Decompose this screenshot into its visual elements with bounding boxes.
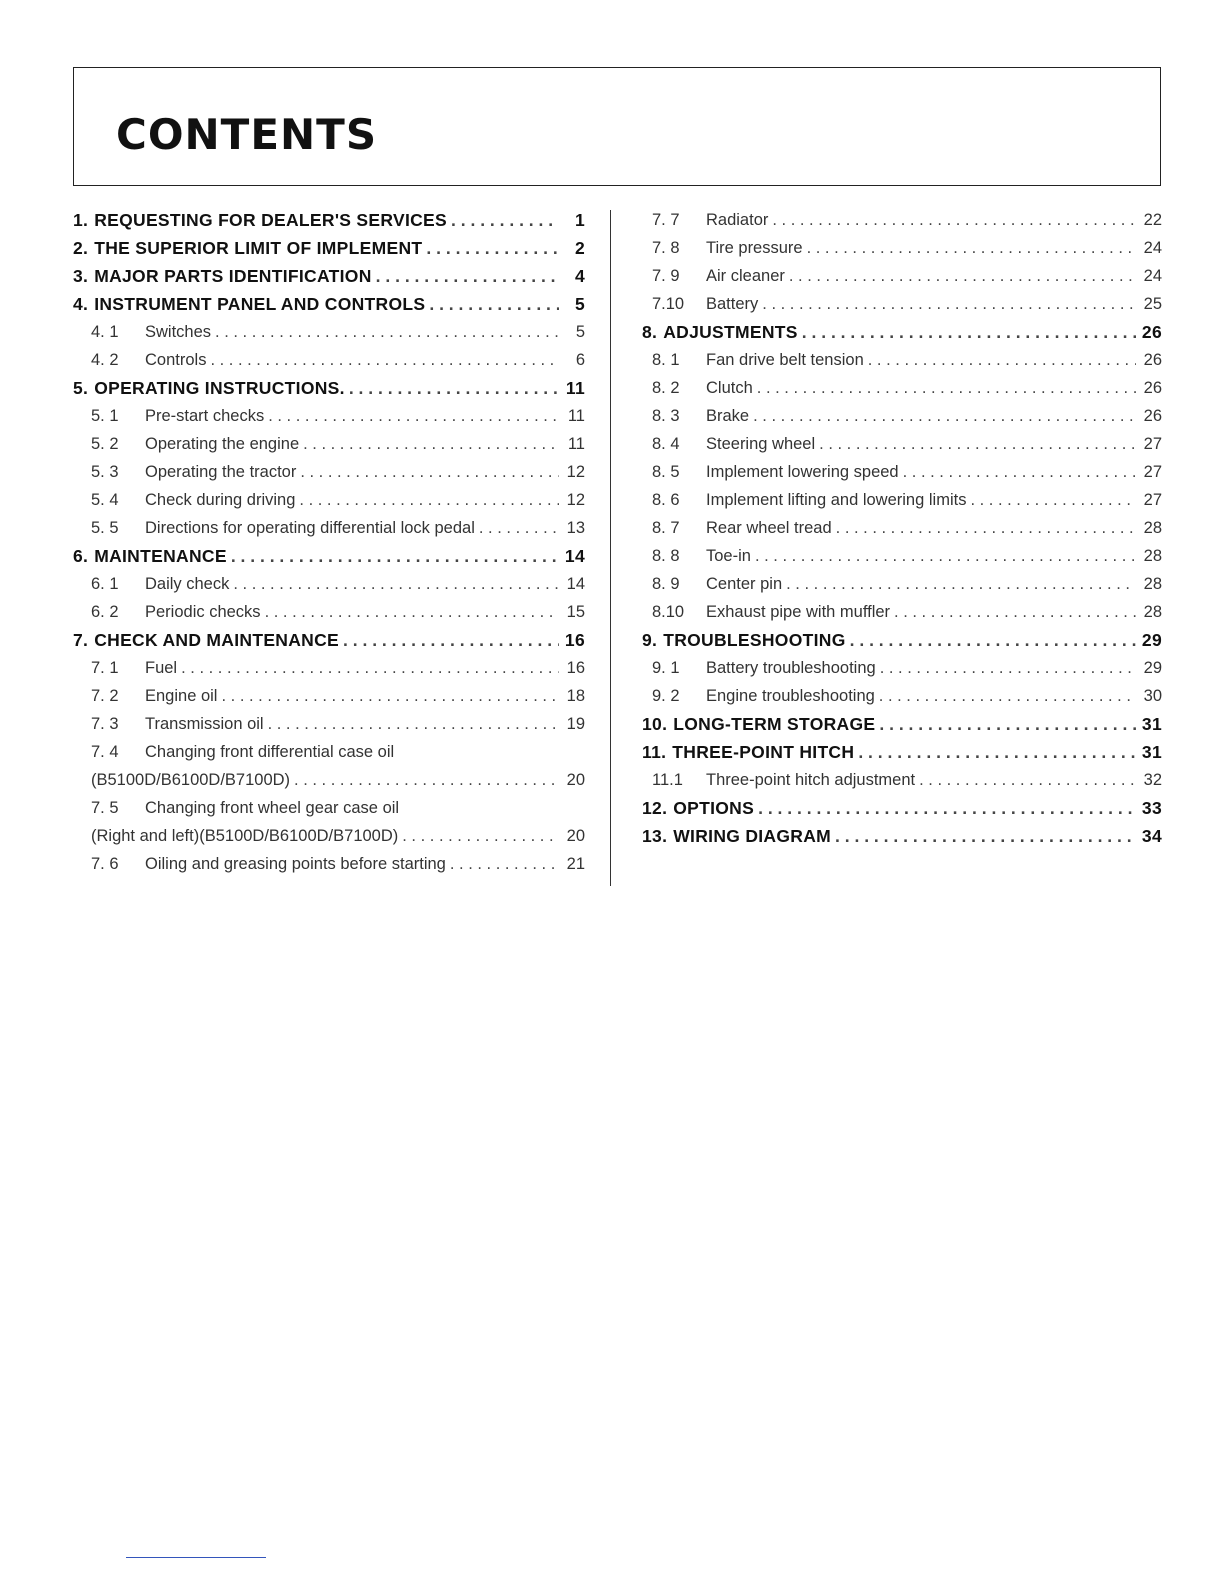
toc-dot-leader — [868, 346, 1136, 374]
toc-dot-leader — [294, 766, 559, 794]
toc-dot-leader — [789, 262, 1136, 290]
toc-page-number: 24 — [1143, 267, 1162, 285]
toc-dot-leader — [850, 626, 1136, 654]
toc-entry-number: 7. 9 — [652, 267, 680, 285]
toc-entry-label: Operating the tractor — [145, 463, 297, 481]
toc-section-entry[interactable] — [634, 794, 1162, 822]
toc-page-number: 29 — [1141, 630, 1162, 650]
toc-subsection-entry[interactable] — [634, 514, 1162, 542]
toc-entry-label: Oiling and greasing points before starting — [145, 855, 446, 873]
toc-entry-label: INSTRUMENT PANEL AND CONTROLS — [94, 294, 426, 314]
toc-section-entry[interactable] — [634, 626, 1162, 654]
toc-page-number: 34 — [1141, 826, 1162, 846]
toc-subsection-entry[interactable] — [73, 486, 585, 514]
toc-subsection-entry[interactable] — [73, 430, 585, 458]
toc-dot-leader — [215, 318, 559, 346]
toc-section-entry[interactable] — [73, 262, 585, 290]
toc-entry-number: 7. 1 — [91, 659, 119, 677]
toc-entry-number: 7. 3 — [91, 715, 119, 733]
toc-subsection-entry[interactable] — [634, 682, 1162, 710]
toc-entry-label: Battery troubleshooting — [706, 659, 876, 677]
toc-section-entry[interactable] — [73, 542, 585, 570]
toc-entry-label: Three-point hitch adjustment — [706, 771, 916, 789]
toc-entry-number: 11.1 — [652, 771, 683, 789]
toc-entry-number: 8. 3 — [652, 407, 680, 425]
toc-dot-leader — [268, 710, 559, 738]
toc-subsection-entry[interactable] — [634, 234, 1162, 262]
toc-page-number: 32 — [1143, 771, 1162, 789]
toc-dot-leader — [450, 850, 559, 878]
toc-page-number: 25 — [1143, 295, 1162, 313]
toc-entry-label: Steering wheel — [706, 435, 816, 453]
toc-dot-leader — [343, 626, 559, 654]
toc-entry-label: Clutch — [706, 379, 753, 397]
toc-entry-label: OPTIONS — [673, 798, 755, 818]
toc-subsection-entry[interactable] — [73, 850, 585, 878]
toc-section-entry[interactable] — [634, 822, 1162, 850]
toc-page-number: 24 — [1143, 239, 1162, 257]
toc-entry-label: WIRING DIAGRAM — [673, 826, 832, 846]
toc-dot-leader — [299, 486, 559, 514]
toc-dot-leader — [757, 374, 1136, 402]
toc-page-number: 12 — [566, 463, 585, 481]
toc-entry-label: Directions for operating differential lock pedal — [145, 519, 475, 537]
toc-page-number: 30 — [1143, 687, 1162, 705]
toc-page-number: 28 — [1143, 519, 1162, 537]
toc-page-number: 27 — [1143, 491, 1162, 509]
toc-page-number: 15 — [566, 603, 585, 621]
toc-page-number: 26 — [1141, 322, 1162, 342]
toc-subsection-entry[interactable] — [634, 766, 1162, 794]
toc-subsection-entry[interactable] — [73, 458, 585, 486]
toc-entry-label: Periodic checks — [145, 603, 261, 621]
toc-subsection-entry[interactable] — [634, 206, 1162, 234]
toc-dot-leader — [802, 318, 1136, 346]
toc-dot-leader — [762, 290, 1136, 318]
toc-entry-label: Exhaust pipe with muffler — [706, 603, 891, 621]
toc-page-number: 11 — [565, 378, 585, 398]
toc-page-number: 14 — [566, 575, 585, 593]
toc-entry-number: 7. 4 — [91, 743, 119, 761]
toc-dot-leader — [451, 206, 559, 234]
toc-right-column — [634, 206, 1162, 850]
footer-rule — [126, 1557, 266, 1558]
toc-page-number: 21 — [566, 855, 585, 873]
toc-dot-leader — [300, 458, 559, 486]
toc-page-number: 26 — [1143, 379, 1162, 397]
toc-entry-number: 8. 1 — [652, 351, 680, 369]
toc-subsection-entry[interactable] — [634, 262, 1162, 290]
toc-entry-label: LONG-TERM STORAGE — [673, 714, 876, 734]
toc-dot-leader — [376, 262, 559, 290]
toc-entry-number: 1. — [73, 210, 89, 230]
toc-section-entry[interactable] — [73, 626, 585, 654]
toc-page-number: 26 — [1143, 351, 1162, 369]
toc-dot-leader — [402, 822, 559, 850]
toc-entry-label: Rear wheel tread — [706, 519, 832, 537]
toc-subsection-entry[interactable] — [634, 430, 1162, 458]
toc-dot-leader — [835, 822, 1136, 850]
toc-left-column — [73, 206, 585, 878]
toc-dot-leader — [753, 402, 1136, 430]
toc-entry-number: 6. — [73, 546, 89, 566]
toc-subsection-entry[interactable] — [634, 486, 1162, 514]
toc-page-number: 4 — [574, 266, 585, 286]
toc-section-entry[interactable] — [73, 290, 585, 318]
toc-entry-label: Implement lifting and lowering limits — [706, 491, 967, 509]
toc-dot-leader — [903, 458, 1136, 486]
toc-dot-leader — [858, 738, 1136, 766]
toc-entry-label: Changing front differential case oil — [145, 743, 395, 761]
toc-subsection-entry[interactable] — [634, 402, 1162, 430]
toc-dot-leader — [303, 430, 559, 458]
toc-page-number: 5 — [575, 323, 585, 341]
toc-page-number: 27 — [1143, 463, 1162, 481]
toc-dot-leader — [894, 598, 1136, 626]
toc-entry-label: Center pin — [706, 575, 783, 593]
toc-dot-leader — [919, 766, 1136, 794]
toc-entry-label: CHECK AND MAINTENANCE — [94, 630, 340, 650]
toc-dot-leader — [772, 206, 1136, 234]
toc-section-entry[interactable] — [73, 206, 585, 234]
toc-subsection-entry[interactable] — [73, 346, 585, 374]
toc-subsection-entry[interactable] — [73, 402, 585, 430]
toc-dot-leader — [349, 374, 559, 402]
toc-entry-number: 13. — [642, 826, 668, 846]
toc-entry-number: 8. 5 — [652, 463, 680, 481]
toc-page-number: 26 — [1143, 407, 1162, 425]
toc-entry-label: REQUESTING FOR DEALER'S SERVICES — [94, 210, 448, 230]
toc-dot-leader — [268, 402, 559, 430]
toc-subsection-entry[interactable] — [73, 710, 585, 738]
toc-dot-leader — [265, 598, 559, 626]
toc-page-number: 16 — [566, 659, 585, 677]
toc-dot-leader — [879, 682, 1136, 710]
toc-entry-number: 7. 5 — [91, 799, 119, 817]
toc-page-number: 13 — [566, 519, 585, 537]
toc-dot-leader — [181, 654, 559, 682]
toc-page-number: 28 — [1143, 603, 1162, 621]
toc-entry-label: OPERATING INSTRUCTIONS. — [94, 378, 345, 398]
toc-entry-label: Implement lowering speed — [706, 463, 899, 481]
toc-subsection-entry[interactable] — [634, 374, 1162, 402]
toc-entry-number: 7. 2 — [91, 687, 119, 705]
toc-entry-number: 4. 1 — [91, 323, 119, 341]
toc-subsection-entry[interactable] — [73, 654, 585, 682]
toc-entry-label: Engine oil — [145, 687, 218, 705]
toc-entry-number: 8. 2 — [652, 379, 680, 397]
toc-entry-number: 8. 4 — [652, 435, 680, 453]
toc-dot-leader — [786, 570, 1136, 598]
toc-entry-label: MAJOR PARTS IDENTIFICATION — [94, 266, 372, 286]
toc-page-number: 16 — [564, 630, 585, 650]
toc-entry-label: THREE-POINT HITCH — [672, 742, 855, 762]
toc-subsection-entry[interactable] — [73, 738, 585, 766]
toc-page-number: 31 — [1141, 742, 1162, 762]
toc-subsection-entry[interactable] — [73, 766, 585, 794]
toc-entry-label: Brake — [706, 407, 750, 425]
toc-subsection-entry[interactable] — [73, 570, 585, 598]
toc-entry-label: Fuel — [145, 659, 178, 677]
toc-entry-number: 3. — [73, 266, 89, 286]
toc-subsection-entry[interactable] — [634, 570, 1162, 598]
toc-subsection-entry[interactable] — [73, 598, 585, 626]
toc-entry-number: 12. — [642, 798, 668, 818]
toc-page-number: 20 — [566, 771, 585, 789]
toc-entry-number: 8. 6 — [652, 491, 680, 509]
toc-entry-number: 10. — [642, 714, 668, 734]
toc-page-number: 33 — [1141, 798, 1162, 818]
toc-entry-label: THE SUPERIOR LIMIT OF IMPLEMENT — [94, 238, 423, 258]
toc-entry-number: 4. — [73, 294, 89, 314]
toc-subsection-entry[interactable] — [73, 318, 585, 346]
toc-entry-number: 5. 1 — [91, 407, 119, 425]
toc-subsection-entry[interactable] — [634, 598, 1162, 626]
toc-section-entry[interactable] — [634, 318, 1162, 346]
toc-dot-leader — [755, 542, 1136, 570]
toc-page-number: 11 — [567, 407, 585, 425]
toc-dot-leader — [819, 430, 1136, 458]
toc-dot-leader — [836, 514, 1136, 542]
toc-entry-number: 5. — [73, 378, 89, 398]
toc-dot-leader — [807, 234, 1136, 262]
toc-page-number: 28 — [1143, 575, 1162, 593]
column-divider — [610, 210, 611, 886]
toc-section-entry[interactable] — [73, 374, 585, 402]
toc-dot-leader — [426, 234, 559, 262]
toc-entry-label: Pre-start checks — [145, 407, 265, 425]
toc-dot-leader — [221, 682, 559, 710]
toc-entry-label: Tire pressure — [706, 239, 803, 257]
title-box — [73, 67, 1161, 186]
toc-entry-number: 8. 7 — [652, 519, 680, 537]
toc-page-number: 5 — [574, 294, 585, 314]
toc-section-entry[interactable] — [634, 738, 1162, 766]
toc-page-number: 1 — [574, 210, 585, 230]
toc-dot-leader — [880, 654, 1136, 682]
toc-page-number: 18 — [566, 687, 585, 705]
toc-dot-leader — [231, 542, 559, 570]
toc-entry-number: 5. 4 — [91, 491, 119, 509]
toc-entry-number: 8. 9 — [652, 575, 680, 593]
toc-page-number: 27 — [1143, 435, 1162, 453]
toc-entry-label: Fan drive belt tension — [706, 351, 864, 369]
toc-entry-number: 9. 1 — [652, 659, 680, 677]
toc-entry-number: 7. 7 — [652, 211, 680, 229]
toc-entry-label: Changing front wheel gear case oil — [145, 799, 400, 817]
toc-entry-label: MAINTENANCE — [94, 546, 227, 566]
toc-subsection-entry[interactable] — [634, 346, 1162, 374]
toc-page-number: 31 — [1141, 714, 1162, 734]
toc-entry-number: 4. 2 — [91, 351, 119, 369]
toc-subsection-entry[interactable] — [634, 458, 1162, 486]
toc-entry-number: 5. 5 — [91, 519, 119, 537]
toc-entry-label: Air cleaner — [706, 267, 785, 285]
toc-section-entry[interactable] — [634, 710, 1162, 738]
toc-subsection-entry[interactable] — [73, 822, 585, 850]
toc-entry-label: Operating the engine — [145, 435, 300, 453]
toc-entry-number: 7. 6 — [91, 855, 119, 873]
page-title: CONTENTS — [116, 110, 378, 159]
toc-entry-label: TROUBLESHOOTING — [663, 630, 846, 650]
toc-dot-leader — [429, 290, 559, 318]
toc-dot-leader — [210, 346, 559, 374]
toc-page-number: 11 — [567, 435, 585, 453]
toc-entry-label: Battery — [706, 295, 759, 313]
toc-entry-label: (B5100D/B6100D/B7100D) — [91, 771, 291, 789]
toc-subsection-entry[interactable] — [634, 654, 1162, 682]
toc-entry-label: Transmission oil — [145, 715, 264, 733]
toc-entry-number: 7.10 — [652, 295, 685, 313]
toc-subsection-entry[interactable] — [73, 514, 585, 542]
toc-dot-leader — [233, 570, 559, 598]
toc-page-number: 29 — [1143, 659, 1162, 677]
toc-entry-label: Switches — [145, 323, 212, 341]
toc-dot-leader — [970, 486, 1136, 514]
toc-entry-label: ADJUSTMENTS — [663, 322, 798, 342]
toc-page-number: 28 — [1143, 547, 1162, 565]
toc-entry-number: 8. 8 — [652, 547, 680, 565]
toc-page-number: 20 — [566, 827, 585, 845]
toc-entry-number: 8. — [642, 322, 658, 342]
toc-entry-number: 9. — [642, 630, 658, 650]
toc-entry-number: 6. 2 — [91, 603, 119, 621]
toc-page-number: 19 — [566, 715, 585, 733]
toc-page-number: 6 — [575, 351, 585, 369]
toc-subsection-entry[interactable] — [73, 682, 585, 710]
toc-entry-number: 9. 2 — [652, 687, 680, 705]
toc-dot-leader — [879, 710, 1136, 738]
toc-entry-number: 11. — [642, 742, 667, 762]
toc-entry-label: Radiator — [706, 211, 769, 229]
toc-section-entry[interactable] — [73, 234, 585, 262]
toc-subsection-entry[interactable] — [634, 290, 1162, 318]
toc-entry-label: Check during driving — [145, 491, 296, 509]
toc-entry-number: 7. 8 — [652, 239, 680, 257]
toc-subsection-entry[interactable] — [634, 542, 1162, 570]
toc-page-number: 12 — [566, 491, 585, 509]
toc-page-number: 14 — [564, 546, 585, 566]
toc-entry-number: 5. 2 — [91, 435, 119, 453]
toc-entry-label: Engine troubleshooting — [706, 687, 875, 705]
toc-entry-number: 5. 3 — [91, 463, 119, 481]
toc-dot-leader — [479, 514, 559, 542]
toc-entry-label: Controls — [145, 351, 207, 369]
toc-dot-leader — [758, 794, 1136, 822]
toc-page-number: 2 — [574, 238, 585, 258]
toc-entry-number: 8.10 — [652, 603, 685, 621]
toc-entry-label: (Right and left)(B5100D/B6100D/B7100D) — [91, 827, 399, 845]
toc-subsection-entry[interactable] — [73, 794, 585, 822]
toc-entry-label: Daily check — [145, 575, 230, 593]
toc-entry-number: 7. — [73, 630, 89, 650]
toc-entry-label: Toe-in — [706, 547, 751, 565]
toc-page-number: 22 — [1143, 211, 1162, 229]
toc-entry-number: 2. — [73, 238, 89, 258]
toc-entry-number: 6. 1 — [91, 575, 119, 593]
